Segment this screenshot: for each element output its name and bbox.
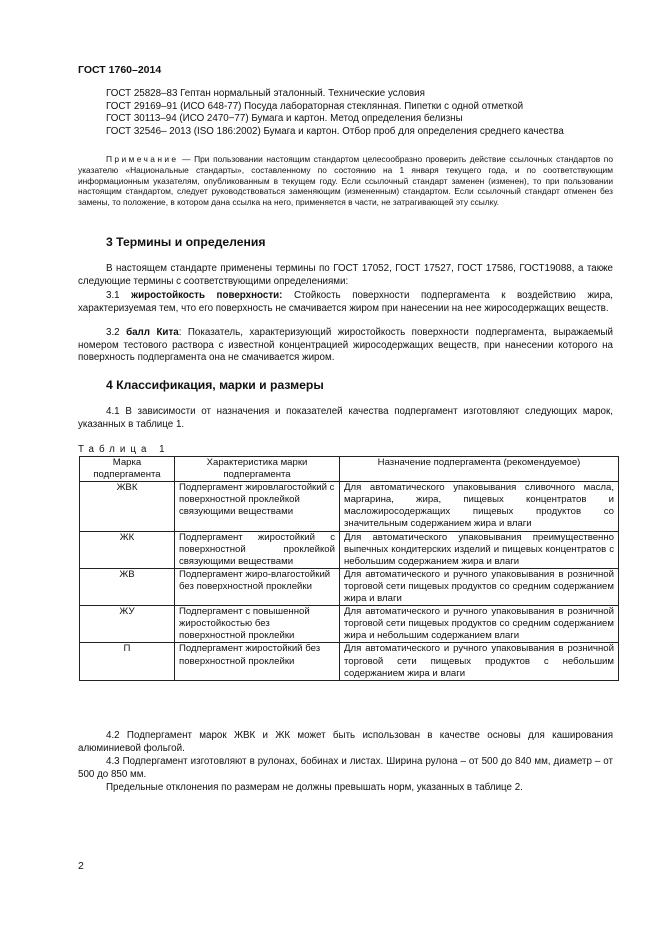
reference-item: ГОСТ 30113–94 (ИСО 2470−77) Бумага и картон. Метод определения белизны bbox=[106, 113, 463, 125]
characteristic-cell: Подпергамент жировлагостойкий с поверхностной проклейкой связующими веществами bbox=[175, 482, 340, 531]
term-number: 3.2 bbox=[106, 327, 127, 338]
document-header: ГОСТ 1760–2014 bbox=[78, 64, 162, 76]
purpose-cell: Для автоматического упаковывания сливочного масла, маргарина, жира, пищевых концентратов и масложиросодержащих пищевых продуктов со значительным содержанием жира и влаги bbox=[340, 482, 619, 531]
header-cell: Марка подпергамента bbox=[80, 457, 175, 482]
mark-cell: П bbox=[80, 643, 175, 680]
characteristic-cell: Подпергамент жиростойкий без поверхностной проклейки bbox=[175, 643, 340, 680]
header-cell: Характеристика марки подпергамента bbox=[175, 457, 340, 482]
term-name: жиростойкость поверхности: bbox=[131, 290, 283, 301]
mark-cell: ЖК bbox=[80, 531, 175, 568]
reference-item: ГОСТ 32546– 2013 (ISO 186:2002) Бумага и картон. Отбор проб для определения среднего качества bbox=[106, 125, 564, 137]
table-header-row bbox=[80, 457, 619, 482]
paragraph-4-2: 4.2 Подпергамент марок ЖВК и ЖК может быть использован в качестве основы для каширования алюминиевой фольгой. bbox=[78, 730, 613, 754]
characteristic-cell: Подпергамент жиростойкий с поверхностной проклейкой связующими веществами bbox=[175, 531, 340, 568]
paragraph-4-1: 4.1 В зависимости от назначения и показателей качества подпергамент изготовляют следующих марок, указанных в таблице 1. bbox=[78, 406, 613, 430]
paragraph-4-3-tolerances: Предельные отклонения по размерам не должны превышать норм, указанных в таблице 2. bbox=[106, 782, 523, 793]
term-definition: Стойкость поверхности подпергамента к воздействию жира, характеризуемая тем, что его поверхность не смачивается жиром при нанесении на нее жиросодержащих веществ. bbox=[78, 290, 614, 314]
purpose-cell: Для автоматического и ручного упаковывания в розничной торговой сети пищевых продуктов со средним содержанием жира и влаги bbox=[340, 568, 619, 605]
note-label: Примечание bbox=[106, 154, 179, 164]
table-row bbox=[80, 531, 619, 568]
page-number: 2 bbox=[78, 860, 84, 872]
table-row bbox=[80, 568, 619, 605]
purpose-cell: Для автоматического и ручного упаковывания в розничной торговой сети пищевых продуктов с небольшим содержанием жира и влаги bbox=[340, 643, 619, 680]
characteristic-cell: Подпергамент жиро-влагостойкий без поверхностной проклейки bbox=[175, 568, 340, 605]
note-text: — При пользовании настоящим стандартом целесообразно проверить действие ссылочных стандартов по указателю «Национальные стандарты», составленному по состоянию на 1 января текущего года, и по соответствующим информационным указателям, опубликованным в текущем году. Если ссылочный стандарт заменен (изменен), то при пользовании настоящим стандартом, следует руководствоваться заменяющим (измененным) стандартом. Если ссылочный стандарт отменен без замены, то положение, в котором дана ссылка на него, применяется в части, не затрагивающей эту ссылку. bbox=[78, 154, 613, 208]
mark-cell: ЖВ bbox=[80, 568, 175, 605]
term-3-2 bbox=[78, 327, 613, 365]
mark-cell: ЖУ bbox=[80, 606, 175, 643]
marks-table bbox=[79, 456, 619, 681]
reference-item: ГОСТ 25828–83 Гептан нормальный эталонный. Технические условия bbox=[106, 88, 425, 99]
purpose-cell: Для автоматического и ручного упаковывания в розничной торговой сети пищевых продуктов со средним содержанием жира и небольшим содержанием влаги bbox=[340, 606, 619, 643]
characteristic-cell: Подпергамент с повышенной жиростойкостью без поверхностной проклейки bbox=[175, 606, 340, 643]
table-row bbox=[80, 643, 619, 680]
mark-cell: ЖВК bbox=[80, 482, 175, 531]
section-4-heading: 4 Классификация, марки и размеры bbox=[106, 378, 324, 392]
section-3-heading: 3 Термины и определения bbox=[106, 235, 266, 249]
purpose-cell: Для автоматического упаковывания преимущественно выпечных кондитерских изделий и пищевых концентратов с небольшим содержанием жира и влаги bbox=[340, 531, 619, 568]
term-number: 3.1 bbox=[106, 290, 132, 301]
term-definition: : Показатель, характеризующий жиростойкость поверхности подпергамента, выражаемый номером тестового раствора с известной концентрацией жиросодержащих веществ, при нанесении которого на поверхность подпергамента она не смачивается жиром. bbox=[78, 327, 614, 364]
paragraph-4-3: 4.3 Подпергамент изготовляют в рулонах, бобинах и листах. Ширина рулона – от 500 до 840 мм, диаметр – от 500 до 850 мм. bbox=[78, 756, 613, 780]
table-caption: Таблица 1 bbox=[78, 444, 170, 455]
reference-note bbox=[78, 154, 613, 208]
reference-item: ГОСТ 29169–91 (ИСО 648-77) Посуда лабораторная стеклянная. Пипетки с одной отметкой bbox=[106, 100, 524, 112]
header-cell: Назначение подпергамента (рекомендуемое) bbox=[340, 457, 619, 482]
table-row bbox=[80, 482, 619, 531]
table-row bbox=[80, 606, 619, 643]
reference-list bbox=[78, 88, 613, 138]
term-3-1 bbox=[78, 290, 613, 315]
term-name: балл Кита bbox=[126, 327, 179, 338]
section-3-intro: В настоящем стандарте применены термины по ГОСТ 17052, ГОСТ 17527, ГОСТ 17586, ГОСТ19088, а также следующие термины с соответствующими определениями: bbox=[78, 263, 613, 287]
